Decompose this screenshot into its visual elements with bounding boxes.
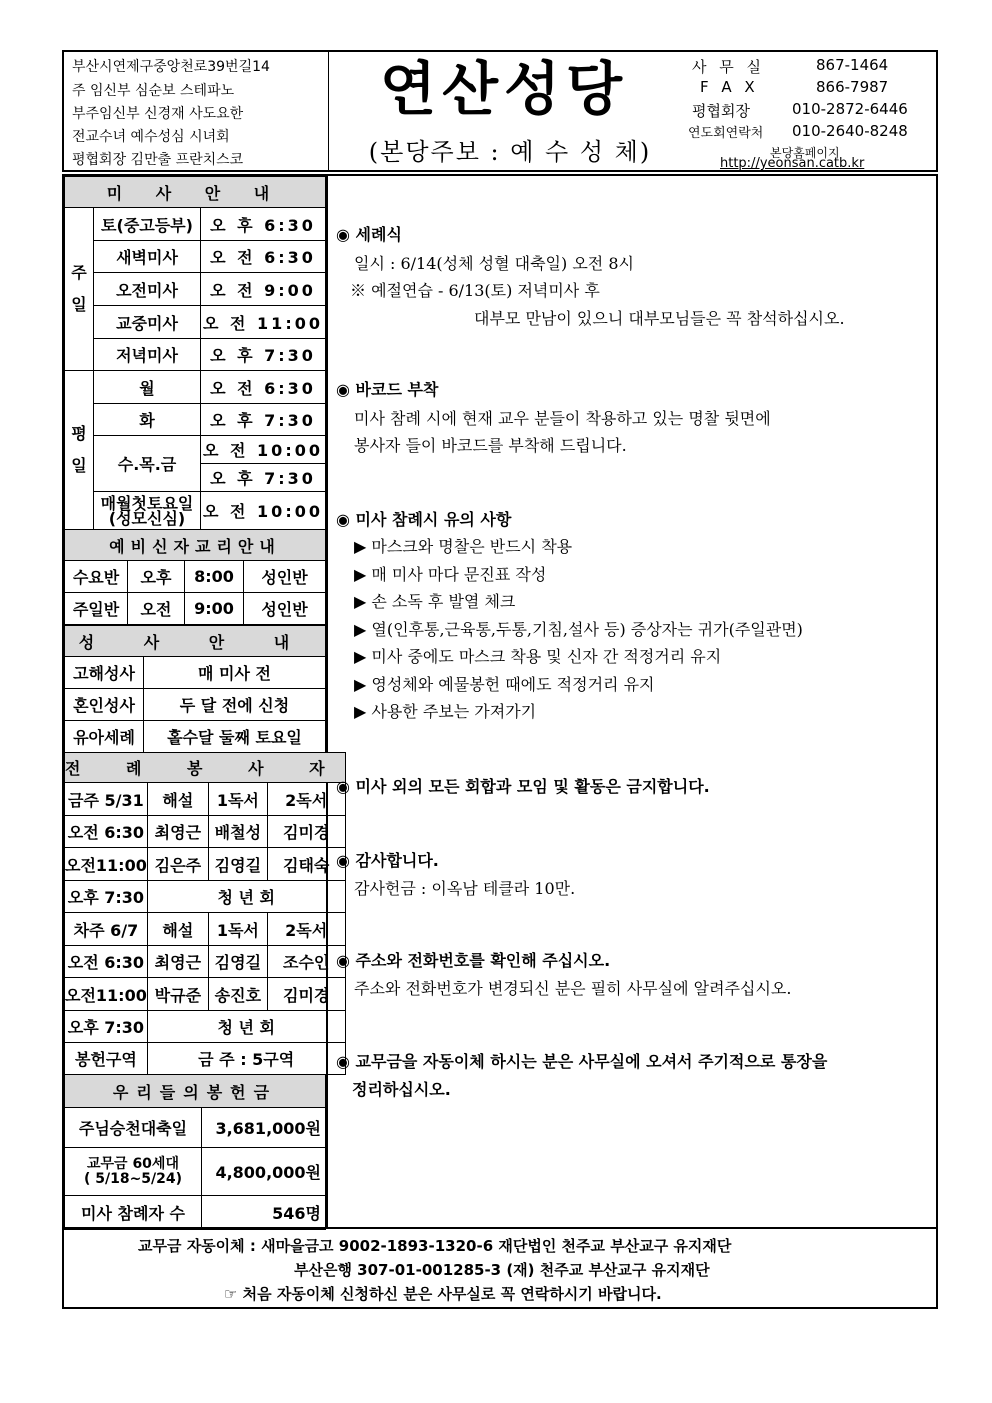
church-address: 부산시연제구중앙천로39번길14: [72, 59, 270, 75]
server-cell: 1독서: [208, 913, 267, 946]
bulletin-header: [62, 50, 938, 172]
caution-heading: ◉ 미사 참례시 유의 사항: [336, 510, 512, 529]
liturgy-servers-table: [64, 752, 346, 1075]
server-cell: 송진호: [208, 978, 267, 1011]
fax-label: F A X: [700, 78, 759, 96]
sacrament-table: [64, 625, 326, 753]
mass-time: 오 후 7:30: [201, 404, 326, 436]
mass-name: 토(중고등부): [94, 208, 201, 241]
mass-name: 월: [94, 371, 201, 404]
office-label: 사 무 실: [692, 58, 766, 76]
fax-number: 866-7987: [816, 78, 889, 96]
server-cell: 오전11:00: [65, 978, 148, 1011]
sunday-label: 주 일: [65, 208, 94, 371]
mass-time: 오 전 6:30: [201, 371, 326, 404]
sidebar-schedule: [64, 176, 345, 1227]
class-time: 8:00: [185, 561, 244, 593]
address-line: 주소와 전화번호가 변경되신 분은 필히 사무실에 알려주십시오.: [354, 979, 792, 998]
offering-amount: 3,681,000원: [202, 1108, 326, 1148]
server-cell: 해설: [147, 783, 208, 816]
server-cell: 금주 5/31: [65, 783, 148, 816]
mass-name: 새벽미사: [94, 241, 201, 273]
sacrament-detail: 두 달 전에 신청: [144, 689, 326, 721]
sacrament-detail: 매 미사 전: [144, 657, 326, 689]
parish-title: 연산성당: [379, 55, 629, 123]
tithe-notice-cont: 정리하십시오.: [352, 1080, 451, 1099]
mass-time: 오 전 10:00: [201, 436, 326, 464]
server-cell: 김영길: [208, 848, 267, 881]
auto-transfer-line: 교무금 자동이체 : 새마을금고 9002-1893-1320-6 재단법인 천주교 부산교구 유지재단: [138, 1237, 732, 1255]
server-cell: 차주 6/7: [65, 913, 148, 946]
mass-name: 저녁미사: [94, 339, 201, 371]
meeting-ban-notice: ◉ 미사 외의 모든 회합과 모임 및 활동은 금지합니다.: [336, 777, 710, 796]
server-cell: 오후 7:30: [65, 1011, 148, 1043]
offering-area-value: 금 주 : 5구역: [147, 1043, 345, 1075]
offering-label: 교무금 60세대 ( 5/18~5/24): [65, 1148, 202, 1196]
sacrament-detail: 홀수달 둘째 토요일: [144, 721, 326, 753]
caution-item: ▶ 사용한 주보는 가져가기: [354, 702, 537, 721]
weekday-label: 평 일: [65, 371, 94, 530]
class-type: 성인반: [244, 593, 326, 625]
barcode-line: 봉사자 들이 바코드를 부착해 드립니다.: [354, 436, 627, 455]
offering-label: 미사 참례자 수: [65, 1196, 202, 1230]
mass-time: 오 후 6:30: [201, 208, 326, 241]
sacrament-heading: 성 사 안 내: [65, 626, 326, 657]
caution-item: ▶ 열(인후통,근육통,두통,기침,설사 등) 증상자는 귀가(주일관면): [354, 620, 803, 639]
baptism-heading: ◉ 세례식: [336, 225, 402, 244]
address-heading: ◉ 주소와 전화번호를 확인해 주십시오.: [336, 951, 611, 970]
catechumen-table: [64, 529, 326, 625]
mass-schedule-heading: 미 사 안 내: [65, 177, 326, 208]
council-president-row: 평협회장 김만출 프란치스코: [72, 152, 244, 168]
prayer-contact-label: 연도회연락처: [688, 126, 764, 141]
class-name: 주일반: [65, 593, 128, 625]
baptism-line: 대부모 만남이 있으니 대부모님들은 꼭 참석하십시오.: [474, 309, 845, 328]
class-ampm: 오전: [128, 593, 185, 625]
tithe-notice: ◉ 교무금을 자동이체 하시는 분은 사무실에 오셔서 주기적으로 통장을: [336, 1052, 828, 1071]
mass-time: 오 전 11:00: [201, 306, 326, 339]
contact-request-line: ☞ 처음 자동이체 신청하신 분은 사무실로 꼭 연락하시기 바랍니다.: [224, 1285, 662, 1303]
sacrament-name: 혼인성사: [65, 689, 144, 721]
class-ampm: 오후: [128, 561, 185, 593]
server-cell: 오후 7:30: [65, 881, 148, 913]
server-cell: 1독서: [208, 783, 267, 816]
baptism-line: ※ 예절연습 - 6/13(토) 저녁미사 후: [350, 281, 600, 300]
youth-group-cell: 청 년 회: [147, 1011, 345, 1043]
bulletin-footer: [62, 1227, 938, 1309]
server-cell: 최영근: [147, 946, 208, 978]
server-cell: 김은주: [147, 848, 208, 881]
barcode-line: 미사 참례 시에 현재 교우 분들이 착용하고 있는 명찰 뒷면에: [354, 409, 771, 428]
server-cell: 김영길: [208, 946, 267, 978]
offering-label: 주님승천대축일: [65, 1108, 202, 1148]
homepage-label: 본당홈페이지: [770, 146, 840, 160]
prayer-contact-phone: 010-2640-8248: [792, 122, 908, 140]
bank-account-line: 부산은행 307-01-001285-3 (재) 천주교 부산교구 유지재단: [294, 1261, 710, 1279]
caution-item: ▶ 손 소독 후 발열 체크: [354, 592, 516, 611]
server-cell: 오전 6:30: [65, 816, 148, 848]
bulletin-subtitle: (본당주보 : 예 수 성 체): [368, 138, 652, 166]
server-cell: 조수인: [267, 946, 345, 978]
server-cell: 박규준: [147, 978, 208, 1011]
barcode-heading: ◉ 바코드 부착: [336, 380, 439, 399]
server-cell: 2독서: [267, 913, 345, 946]
sacrament-name: 유아세례: [65, 721, 144, 753]
thanks-heading: ◉ 감사합니다.: [336, 851, 439, 870]
offering-amount: 4,800,000원: [202, 1148, 326, 1196]
homepage-link[interactable]: http://yeonsan.catb.kr: [720, 156, 865, 171]
mass-time: 오 전 6:30: [201, 241, 326, 273]
class-type: 성인반: [244, 561, 326, 593]
council-phone: 010-2872-6446: [792, 100, 908, 118]
mass-time: 오 후 7:30: [201, 464, 326, 492]
thanks-line: 감사헌금 : 이옥남 테클라 10만.: [354, 879, 576, 898]
server-cell: 김미경: [267, 816, 345, 848]
offerings-table: [64, 1074, 326, 1230]
server-cell: 오전11:00: [65, 848, 148, 881]
server-cell: 오전 6:30: [65, 946, 148, 978]
mass-time: 오 후 7:30: [201, 339, 326, 371]
server-cell: 해설: [147, 913, 208, 946]
mass-name: 수.목.금: [94, 436, 201, 492]
mass-time: 오 전 10:00: [201, 492, 326, 530]
mass-name: 매월첫토요일 (성모신심): [94, 492, 201, 530]
pastor-row: 주 임신부 심순보 스테파노: [72, 83, 235, 99]
class-time: 9:00: [185, 593, 244, 625]
mass-time: 오 전 9:00: [201, 273, 326, 306]
server-cell: 김미경: [267, 978, 345, 1011]
mass-name: 오전미사: [94, 273, 201, 306]
sister-row: 전교수녀 예수성심 시녀회: [72, 129, 230, 145]
server-cell: 최영근: [147, 816, 208, 848]
sacrament-name: 고해성사: [65, 657, 144, 689]
offering-amount: 546명: [202, 1196, 326, 1230]
server-cell: 배철성: [208, 816, 267, 848]
youth-group-cell: 청 년 회: [147, 881, 345, 913]
baptism-line: 일시 : 6/14(성체 성혈 대축일) 오전 8시: [354, 254, 634, 273]
offering-area-label: 봉헌구역: [65, 1043, 148, 1075]
assistant-pastor-row: 부주임신부 신경재 사도요한: [72, 106, 244, 122]
offerings-heading: 우리들의봉헌금: [65, 1075, 326, 1108]
mass-name: 화: [94, 404, 201, 436]
bulletin-body: [62, 174, 938, 1229]
office-phone: 867-1464: [816, 56, 889, 74]
servers-heading: 전 례 봉 사 자: [65, 753, 346, 783]
header-left-info: [64, 52, 329, 170]
caution-item: ▶ 마스크와 명찰은 반드시 착용: [354, 537, 573, 556]
class-name: 수요반: [65, 561, 128, 593]
server-cell: 김태숙: [267, 848, 345, 881]
caution-item: ▶ 미사 중에도 마스크 착용 및 신자 간 적정거리 유지: [354, 647, 722, 666]
mass-schedule-table: [64, 176, 326, 530]
caution-item: ▶ 매 미사 마다 문진표 작성: [354, 565, 547, 584]
caution-item: ▶ 영성체와 예물봉헌 때에도 적정거리 유지: [354, 675, 655, 694]
server-cell: 2독서: [267, 783, 345, 816]
mass-name: 교중미사: [94, 306, 201, 339]
catechumen-heading: 예비신자교리안내: [65, 530, 326, 561]
council-label: 평협회장: [692, 102, 750, 120]
